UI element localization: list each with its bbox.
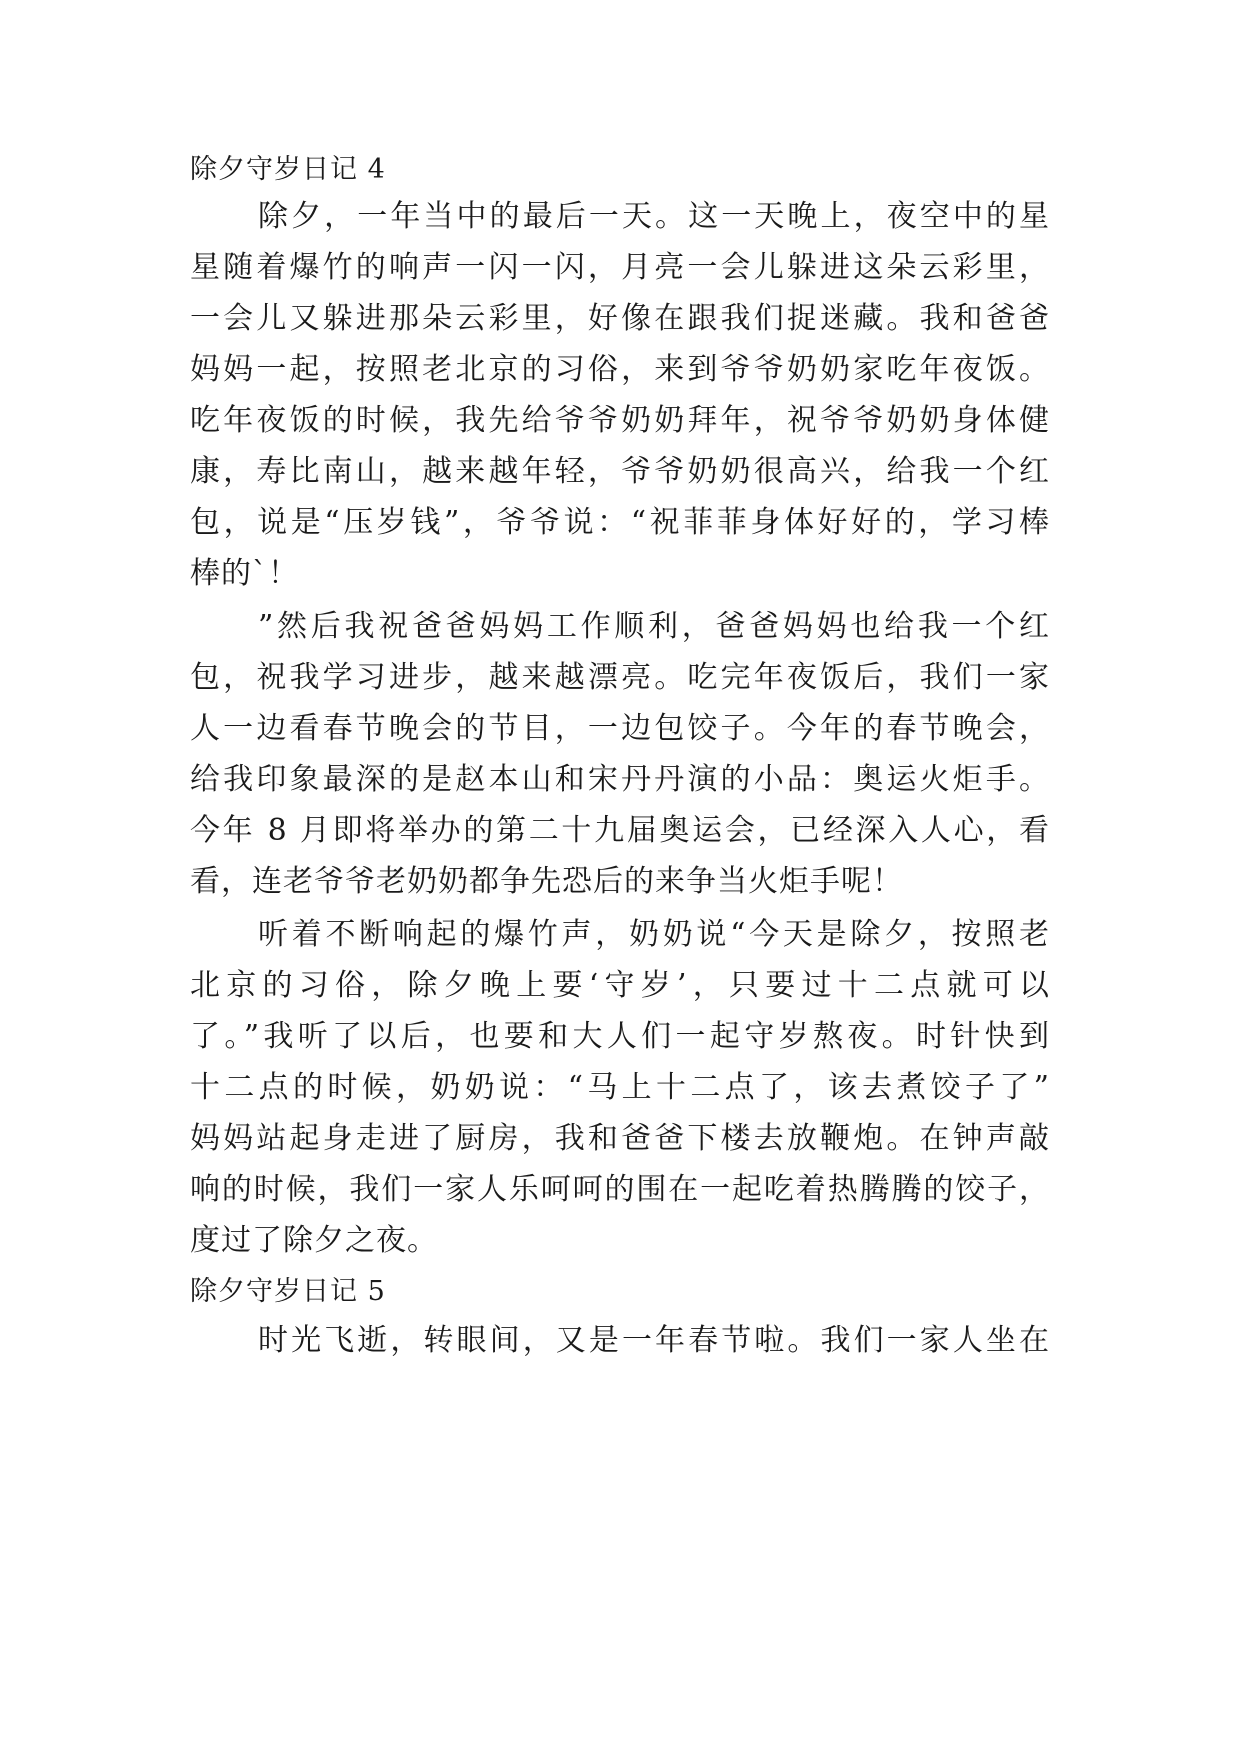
text-line: 时光飞逝，转眼间，又是一年春节啦。我们一家人坐在 (258, 1323, 1050, 1358)
text-line: 十二点的时候，奶奶说：“马上十二点了，该去煮饺子了” (190, 1070, 1050, 1105)
text-line: 给我印象最深的是赵本山和宋丹丹演的小品：奥运火炬手。 (190, 762, 1050, 797)
text-line: 人一边看春节晚会的节目，一边包饺子。今年的春节晚会， (190, 711, 1050, 746)
text-line: ”然后我祝爸爸妈妈工作顺利，爸爸妈妈也给我一个红 (258, 609, 1050, 644)
text-line: 妈妈站起身走进了厨房，我和爸爸下楼去放鞭炮。在钟声敲 (190, 1121, 1050, 1156)
text-line: 除夕，一年当中的最后一天。这一天晚上，夜空中的星 (258, 199, 1050, 234)
text-line: 看，连老爷爷老奶奶都争先恐后的来争当火炬手呢！ (190, 864, 903, 899)
text-line: 今年 8 月即将举办的第二十九届奥运会，已经深入人心，看 (190, 813, 1050, 848)
text-line: 棒的`！ (190, 556, 299, 591)
text-line: 星随着爆竹的响声一闪一闪，月亮一会儿躲进这朵云彩里， (190, 250, 1050, 285)
section-heading: 除夕守岁日记 4 (190, 154, 386, 185)
text-line: 一会儿又躲进那朵云彩里，好像在跟我们捉迷藏。我和爸爸 (190, 301, 1050, 336)
text-line: 北京的习俗，除夕晚上要‘守岁’，只要过十二点就可以 (190, 968, 1050, 1003)
section-heading: 除夕守岁日记 5 (190, 1276, 386, 1307)
text-line: 响的时候，我们一家人乐呵呵的围在一起吃着热腾腾的饺子， (190, 1172, 1050, 1207)
text-line: 康，寿比南山，越来越年轻，爷爷奶奶很高兴，给我一个红 (190, 454, 1050, 489)
text-line: 包，说是“压岁钱”，爷爷说：“祝菲菲身体好好的，学习棒 (190, 505, 1050, 540)
text-line: 包，祝我学习进步，越来越漂亮。吃完年夜饭后，我们一家 (190, 660, 1050, 695)
text-line: 妈妈一起，按照老北京的习俗，来到爷爷奶奶家吃年夜饭。 (190, 352, 1050, 387)
text-line: 了。”我听了以后，也要和大人们一起守岁熬夜。时针快到 (190, 1019, 1050, 1054)
text-line: 听着不断响起的爆竹声，奶奶说“今天是除夕，按照老 (258, 917, 1050, 952)
text-line: 度过了除夕之夜。 (190, 1223, 438, 1258)
text-line: 吃年夜饭的时候，我先给爷爷奶奶拜年，祝爷爷奶奶身体健 (190, 403, 1050, 438)
